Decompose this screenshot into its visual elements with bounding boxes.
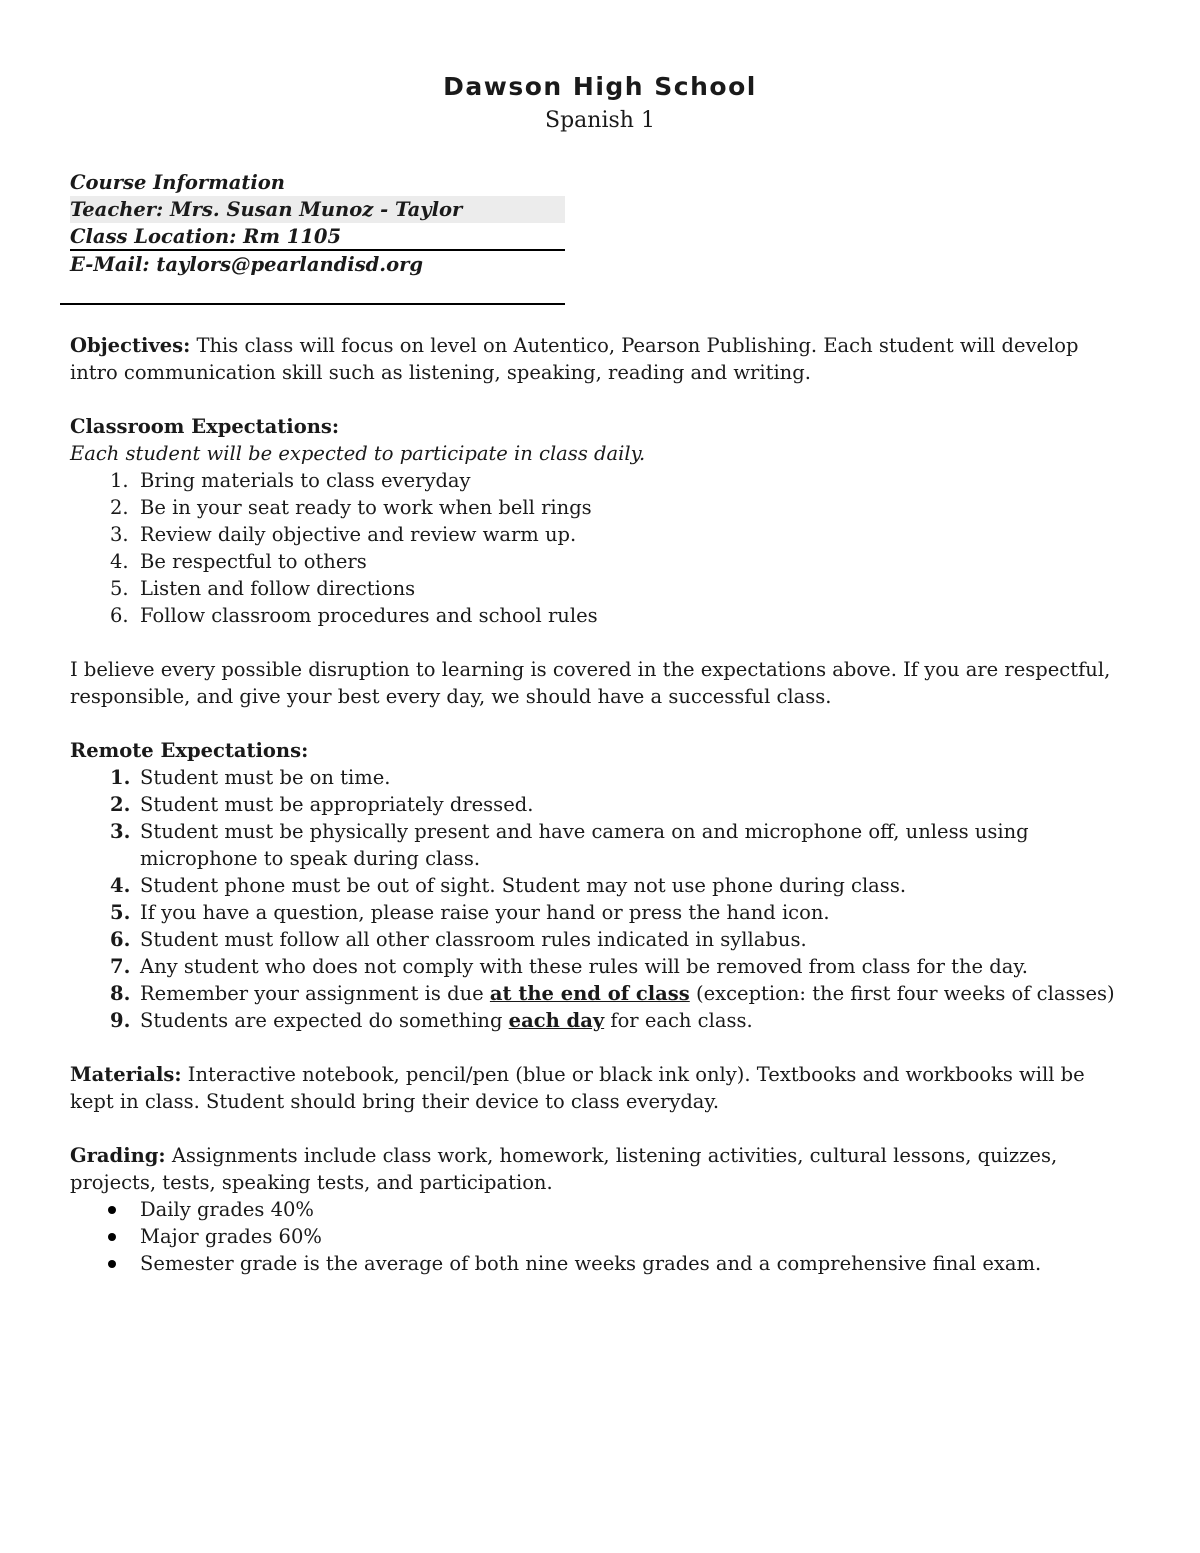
teacher-line: Teacher: Mrs. Susan Munoz - Taylor	[70, 196, 565, 223]
list-number: 6.	[110, 604, 129, 627]
list-number: 4.	[110, 874, 131, 897]
list-text: for each class.	[604, 1009, 753, 1032]
bullet-icon	[108, 1260, 116, 1268]
grading-list	[70, 1196, 1130, 1277]
bullet-icon	[108, 1206, 116, 1214]
classroom-expectations-intro: Each student will be expected to participate in class daily.	[70, 442, 646, 465]
list-text: Semester grade is the average of both nine weeks grades and a comprehensive final exam.	[140, 1252, 1042, 1275]
list-text: Any student who does not comply with these rules will be removed from class for the day.	[140, 955, 1028, 978]
list-number: 5.	[110, 577, 129, 600]
bullet-icon	[108, 1233, 116, 1241]
list-text: Student must be physically present and have camera on and microphone off, unless using microphone to speak during class.	[140, 820, 1029, 870]
remote-expectations-heading: Remote Expectations:	[70, 739, 309, 762]
info-divider	[60, 278, 565, 305]
list-text: Listen and follow directions	[140, 577, 416, 600]
list-item	[70, 791, 1130, 818]
list-item	[70, 467, 1130, 494]
list-text: Student phone must be out of sight. Student may not use phone during class.	[140, 874, 907, 897]
list-text: Major grades 60%	[140, 1225, 322, 1248]
list-number: 7.	[110, 955, 131, 978]
list-text: Remember your assignment is due	[140, 982, 490, 1005]
list-number: 1.	[110, 766, 131, 789]
location-line: Class Location: Rm 1105	[70, 223, 565, 251]
list-text: Be respectful to others	[140, 550, 367, 573]
emphasis-text: at the end of class	[489, 982, 690, 1005]
list-number: 5.	[110, 901, 131, 924]
materials-paragraph	[70, 1061, 1130, 1115]
school-title: Dawson High School	[443, 72, 757, 101]
list-text: Student must be appropriately dressed.	[140, 793, 534, 816]
list-text: Student must follow all other classroom rules indicated in syllabus.	[140, 928, 807, 951]
course-subtitle: Spanish 1	[545, 108, 655, 133]
list-item	[70, 980, 1130, 1007]
syllabus-page	[70, 70, 1130, 1277]
list-text: Be in your seat ready to work when bell rings	[140, 496, 592, 519]
list-text: Student must be on time.	[140, 766, 391, 789]
list-text: (exception: the first four weeks of classes)	[689, 982, 1115, 1005]
list-text: Review daily objective and review warm up.	[140, 523, 577, 546]
list-item	[70, 818, 1130, 872]
grading-label: Grading:	[70, 1144, 166, 1167]
list-text: Bring materials to class everyday	[140, 469, 471, 492]
list-text: Daily grades 40%	[140, 1198, 314, 1221]
list-number: 3.	[110, 523, 129, 546]
emphasis-text: each day	[508, 1009, 605, 1032]
list-number: 8.	[110, 982, 131, 1005]
course-info-heading: Course Information	[70, 171, 285, 194]
materials-section	[70, 1061, 1130, 1115]
list-number: 2.	[110, 793, 131, 816]
grading-text: Assignments include class work, homework, listening activities, cultural lessons, quizzes, projects, tests, speaking tests, and participation.	[70, 1144, 1058, 1194]
list-item	[70, 953, 1130, 980]
objectives-section	[70, 332, 1130, 386]
course-info-block	[70, 169, 565, 305]
list-item	[70, 521, 1130, 548]
list-number: 6.	[110, 928, 131, 951]
remote-expectations-list	[70, 764, 1130, 1034]
grading-paragraph	[70, 1142, 1130, 1196]
list-number: 1.	[110, 469, 129, 492]
list-item	[70, 1007, 1130, 1034]
list-item	[70, 872, 1130, 899]
classroom-expectations-section	[70, 413, 1130, 629]
list-text: If you have a question, please raise your hand or press the hand icon.	[140, 901, 830, 924]
materials-label: Materials:	[70, 1063, 182, 1086]
list-text: Follow classroom procedures and school rules	[140, 604, 598, 627]
list-text: Students are expected do something	[140, 1009, 509, 1032]
list-item	[70, 1250, 1130, 1277]
list-item	[70, 764, 1130, 791]
materials-text: Interactive notebook, pencil/pen (blue or black ink only). Textbooks and workbooks will be kept in class. Student should bring their device to class everyday.	[70, 1063, 1085, 1113]
list-item	[70, 602, 1130, 629]
list-number: 3.	[110, 820, 131, 843]
list-item	[70, 575, 1130, 602]
classroom-expectations-heading: Classroom Expectations:	[70, 415, 340, 438]
list-number: 4.	[110, 550, 129, 573]
list-item	[70, 494, 1130, 521]
list-item	[70, 926, 1130, 953]
objectives-paragraph	[70, 332, 1130, 386]
list-item	[70, 899, 1130, 926]
closing-paragraph: I believe every possible disruption to learning is covered in the expectations above. If you are respectful, responsible, and give your best every day, we should have a successful class.	[70, 658, 1111, 708]
remote-expectations-section	[70, 737, 1130, 1034]
email-line: E-Mail: taylors@pearlandisd.org	[70, 253, 424, 276]
closing-section	[70, 656, 1130, 710]
list-item	[70, 1223, 1130, 1250]
list-number: 2.	[110, 496, 129, 519]
list-item	[70, 548, 1130, 575]
grading-section	[70, 1142, 1130, 1277]
list-item	[70, 1196, 1130, 1223]
classroom-expectations-list	[70, 467, 1130, 629]
objectives-label: Objectives:	[70, 334, 191, 357]
list-number: 9.	[110, 1009, 131, 1032]
objectives-text: This class will focus on level on Autentico, Pearson Publishing. Each student will develop intro communication skill such as listening, speaking, reading and writing.	[70, 334, 1079, 384]
